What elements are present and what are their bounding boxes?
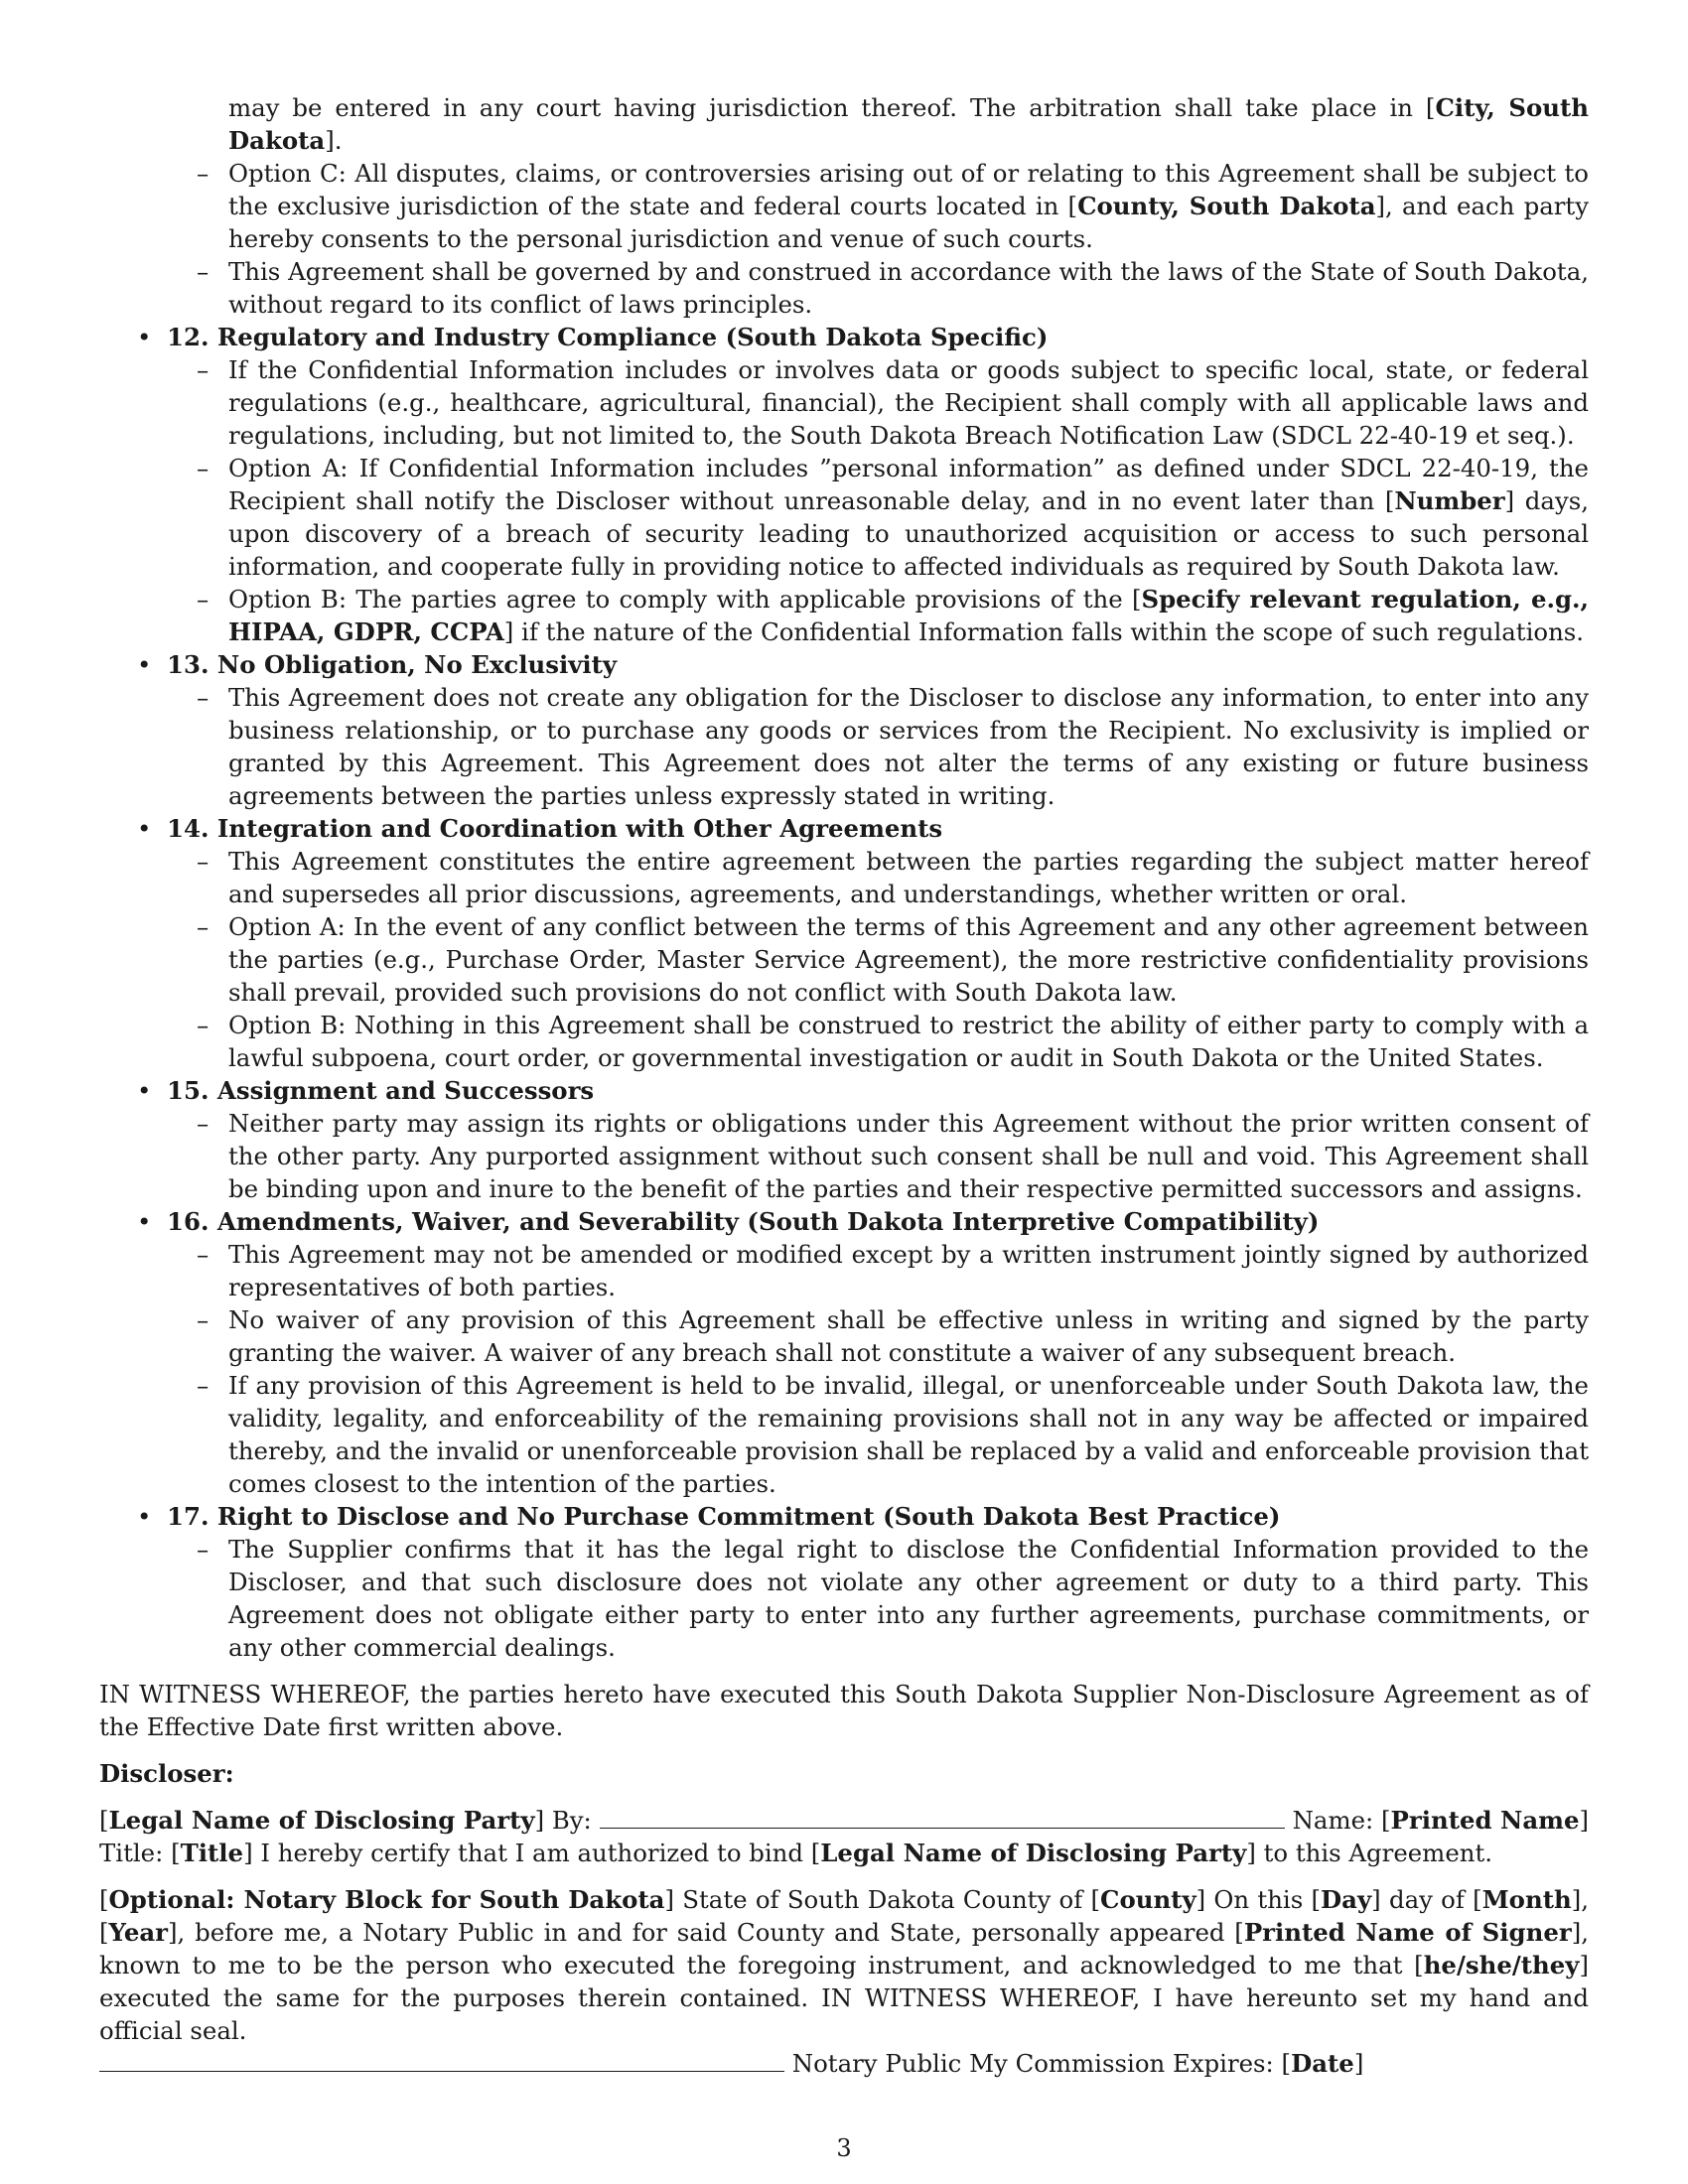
placeholder-signer: Printed Name of Signer xyxy=(1243,1918,1572,1947)
signature-line[interactable] xyxy=(600,1828,1285,1829)
page-number: 3 xyxy=(836,2134,852,2162)
text: IN WITNESS WHEREOF, the parties hereto have executed this South Dakota Supplier Non-Disclosure Agreement as of the Effective Date first written above. xyxy=(99,1680,1589,1741)
heading-text: 17. Right to Disclose and No Purchase Commitment (South Dakota Best Practice) xyxy=(167,1502,1281,1531)
text: This Agreement does not create any obligation for the Discloser to disclose any information, to enter into any business relationship, or to purchase any goods or services from the Recipient. No exclusivity is implied or granted by this Agreement. This Agreement does not alter the terms of any existing or future business agreements between the parties unless expressly stated in writing. xyxy=(228,683,1589,810)
section-12-item xyxy=(99,353,1589,452)
section-11-governing-law xyxy=(99,255,1589,321)
section-16-item-1 xyxy=(99,1238,1589,1303)
section-14-item xyxy=(99,845,1589,910)
text: State of South Dakota County of xyxy=(682,1885,1083,1914)
dash-bullet: – xyxy=(197,912,210,941)
witness-paragraph xyxy=(99,1678,1589,1743)
dash-bullet: – xyxy=(197,257,210,286)
dash-bullet: – xyxy=(197,1240,210,1269)
text: This Agreement shall be governed by and construed in accordance with the laws of the State of South Dakota, without regard to its conflict of laws principles. xyxy=(228,257,1589,319)
section-16-heading xyxy=(99,1205,1589,1238)
text: ], and each party hereby consents to the personal jurisdiction and venue of such courts. xyxy=(228,192,1589,253)
placeholder-pronoun: he/she/they xyxy=(1423,1951,1580,1979)
text: I hereby certify that I am authorized to bind xyxy=(260,1839,803,1867)
heading-text: 13. No Obligation, No Exclusivity xyxy=(167,650,618,679)
bullet-icon: • xyxy=(137,1502,152,1531)
dash-bullet: – xyxy=(197,1109,210,1138)
dash-bullet: – xyxy=(197,585,210,614)
section-14-option-b xyxy=(99,1009,1589,1074)
section-14-heading xyxy=(99,812,1589,845)
dash-bullet: – xyxy=(197,1011,210,1039)
text: This Agreement may not be amended or modified except by a written instrument jointly signed by authorized representatives of both parties. xyxy=(228,1240,1589,1301)
bullet-icon: • xyxy=(137,814,152,843)
name-label: Name: xyxy=(1292,1806,1374,1835)
text: Option A: If Confidential Information includes ”personal information” as defined under SDCL 22-40-19, the Recipient shall notify the Discloser without unreasonable delay, and in no event later than [ xyxy=(228,454,1589,515)
section-11-option-c xyxy=(99,157,1589,255)
section-17-item xyxy=(99,1533,1589,1664)
section-17-heading xyxy=(99,1500,1589,1533)
text: , before me, a Notary Public in and for said County and State, personally appeared xyxy=(177,1918,1225,1947)
placeholder-legal-name: Legal Name of Disclosing Party xyxy=(820,1839,1247,1867)
text: executed the same for the purposes therein contained. IN WITNESS WHEREOF, I have hereunto set my hand and official seal. xyxy=(99,1983,1589,2045)
bullet-icon: • xyxy=(137,323,152,351)
placeholder-date: Date xyxy=(1291,2049,1354,2078)
bullet-icon: • xyxy=(137,1207,152,1236)
signature-left: [Legal Name of Disclosing Party] By: xyxy=(99,1804,1285,1837)
text: ] days, upon discovery of a breach of security leading to unauthorized acquisition or access to such personal information, and cooperate fully in providing notice to affected individuals as required by South Dakota law. xyxy=(228,486,1589,581)
text: , known to me to be the person who executed the foregoing instrument, and acknowledged to me that xyxy=(99,1918,1589,1979)
section-15-heading xyxy=(99,1074,1589,1107)
notary-signature-line[interactable] xyxy=(99,2071,784,2072)
section-11-option-b-continuation xyxy=(99,91,1589,157)
text: Discloser: xyxy=(99,1759,234,1788)
dash-bullet: – xyxy=(197,847,210,876)
dash-bullet: – xyxy=(197,683,210,712)
placeholder-month: Month xyxy=(1481,1885,1572,1914)
dash-bullet: – xyxy=(197,355,210,384)
section-13-item xyxy=(99,681,1589,812)
title-row: Title: [Title] I hereby certify that I am authorized to bind [Legal Name of Disclosing Party] to this Agreement. xyxy=(99,1839,1493,1867)
section-15-item xyxy=(99,1107,1589,1205)
placeholder-county: County, South Dakota xyxy=(1077,192,1376,220)
document-page xyxy=(99,91,1589,2080)
text: This Agreement constitutes the entire agreement between the parties regarding the subject matter hereof and supersedes all prior discussions, agreements, and understandings, whether written or oral. xyxy=(228,847,1589,908)
section-14-option-a xyxy=(99,910,1589,1009)
section-16-item-2 xyxy=(99,1303,1589,1369)
text: to this Agreement. xyxy=(1263,1839,1493,1867)
placeholder-legal-name: Legal Name of Disclosing Party xyxy=(108,1806,535,1835)
bullet-icon: • xyxy=(137,650,152,679)
heading-text: 16. Amendments, Waiver, and Severability (South Dakota Interpretive Compatibility) xyxy=(167,1207,1320,1236)
bullet-icon: • xyxy=(137,1076,152,1105)
text: If the Confidential Information includes or involves data or goods subject to specific local, state, or federal regulations (e.g., healthcare, agricultural, financial), the Recipient shall comply with all applicable laws and regulations, including, but not limited to, the South Dakota Breach Notification Law (SDCL 22-40-19 et seq.). xyxy=(228,355,1589,450)
text: Option C: All disputes, claims, or controversies arising out of or relating to this Agreement shall be subject to the exclusive jurisdiction of the state and federal courts located in [ xyxy=(228,159,1589,220)
notary-block: [Optional: Notary Block for South Dakota] State of South Dakota County of [County] On this [Day] day of [Month], [Year], before me, a Notary Public in and for said County and State, personally appeared [Printed Name of Signer], known to me to be the person who executed the foregoing instrument, and acknowledged to me that [he/she/they] executed the same for the purposes therein contained. IN WITNESS WHEREOF, I have hereunto set my hand and official seal. Notary Public My Commission Expires: [Date] xyxy=(99,1885,1589,2078)
placeholder-number: Number xyxy=(1394,486,1505,515)
text: Option A: In the event of any conflict between the terms of this Agreement and any other agreement between the parties (e.g., Purchase Order, Master Service Agreement), the more restrictive confidentiality provisions shall prevail, provided such provisions do not conflict with South Dakota law. xyxy=(228,912,1589,1007)
heading-text: 14. Integration and Coordination with Other Agreements xyxy=(167,814,943,843)
text: day of xyxy=(1388,1885,1465,1914)
placeholder-year: Year xyxy=(108,1918,168,1947)
placeholder-city: City, South Dakota xyxy=(228,93,1589,155)
text: ] if the nature of the Confidential Information falls within the scope of such regulations. xyxy=(503,617,1585,646)
placeholder-printed-name: Printed Name xyxy=(1390,1806,1580,1835)
section-13-heading xyxy=(99,648,1589,681)
signature-block xyxy=(99,1804,1589,1869)
notary-block-label: Optional: Notary Block for South Dakota xyxy=(108,1885,665,1914)
dash-bullet: – xyxy=(197,1305,210,1334)
notary-signature-row: Notary Public My Commission Expires: [Date] xyxy=(99,2047,1589,2080)
text: Notary Public My Commission Expires: xyxy=(791,2049,1274,2078)
text: ]. xyxy=(325,126,343,155)
placeholder-regulation: Specify relevant regulation, e.g., HIPAA, GDPR, CCPA xyxy=(228,585,1589,646)
text: On this xyxy=(1213,1885,1304,1914)
dash-bullet: – xyxy=(197,454,210,482)
text: Option B: Nothing in this Agreement shall be construed to restrict the ability of either party to comply with a lawful subpoena, court order, or governmental investigation or audit in South Dakota or the United States. xyxy=(228,1011,1589,1072)
placeholder-county: County xyxy=(1100,1885,1196,1914)
text: Option B: The parties agree to comply with applicable provisions of the [ xyxy=(228,585,1142,614)
section-12-option-a xyxy=(99,452,1589,583)
text: No waiver of any provision of this Agreement shall be effective unless in writing and signed by the party granting the waiver. A waiver of any breach shall not constitute a waiver of any subsequent breach. xyxy=(228,1305,1589,1367)
section-12-option-b xyxy=(99,583,1589,648)
section-12-heading xyxy=(99,321,1589,353)
dash-bullet: – xyxy=(197,1371,210,1400)
text: If any provision of this Agreement is held to be invalid, illegal, or unenforceable under South Dakota law, the validity, legality, and enforceability of the remaining provisions shall not in any way be affected or impaired thereby, and the invalid or unenforceable provision shall be replaced by a valid and enforceable provision that comes closest to the intention of the parties. xyxy=(228,1371,1589,1498)
section-16-item-3 xyxy=(99,1369,1589,1500)
text: may be entered in any court having jurisdiction thereof. The arbitration shall take place in [ xyxy=(228,93,1436,122)
title-label: Title: xyxy=(99,1839,164,1867)
dash-bullet: – xyxy=(197,1535,210,1564)
heading-text: 15. Assignment and Successors xyxy=(167,1076,595,1105)
placeholder-title: Title xyxy=(180,1839,244,1867)
signature-line-row xyxy=(99,1804,1589,1837)
text: The Supplier confirms that it has the legal right to disclose the Confidential Information provided to the Discloser, and that such disclosure does not violate any other agreement or duty to a third party. This Agreement does not obligate either party to enter into any further agreements, purchase commitments, or any other commercial dealings. xyxy=(228,1535,1589,1662)
heading-text: 12. Regulatory and Industry Compliance (South Dakota Specific) xyxy=(167,323,1049,351)
by-label: By: xyxy=(551,1806,592,1835)
discloser-label xyxy=(99,1757,1589,1790)
placeholder-day: Day xyxy=(1321,1885,1372,1914)
signature-right: Name: [Printed Name] xyxy=(1292,1806,1589,1835)
text: Neither party may assign its rights or obligations under this Agreement without the prior written consent of the other party. Any purported assignment without such consent shall be null and void. This Agreement shall be binding upon and inure to the benefit of the parties and their respective permitted successors and assigns. xyxy=(228,1109,1589,1203)
dash-bullet: – xyxy=(197,159,210,188)
